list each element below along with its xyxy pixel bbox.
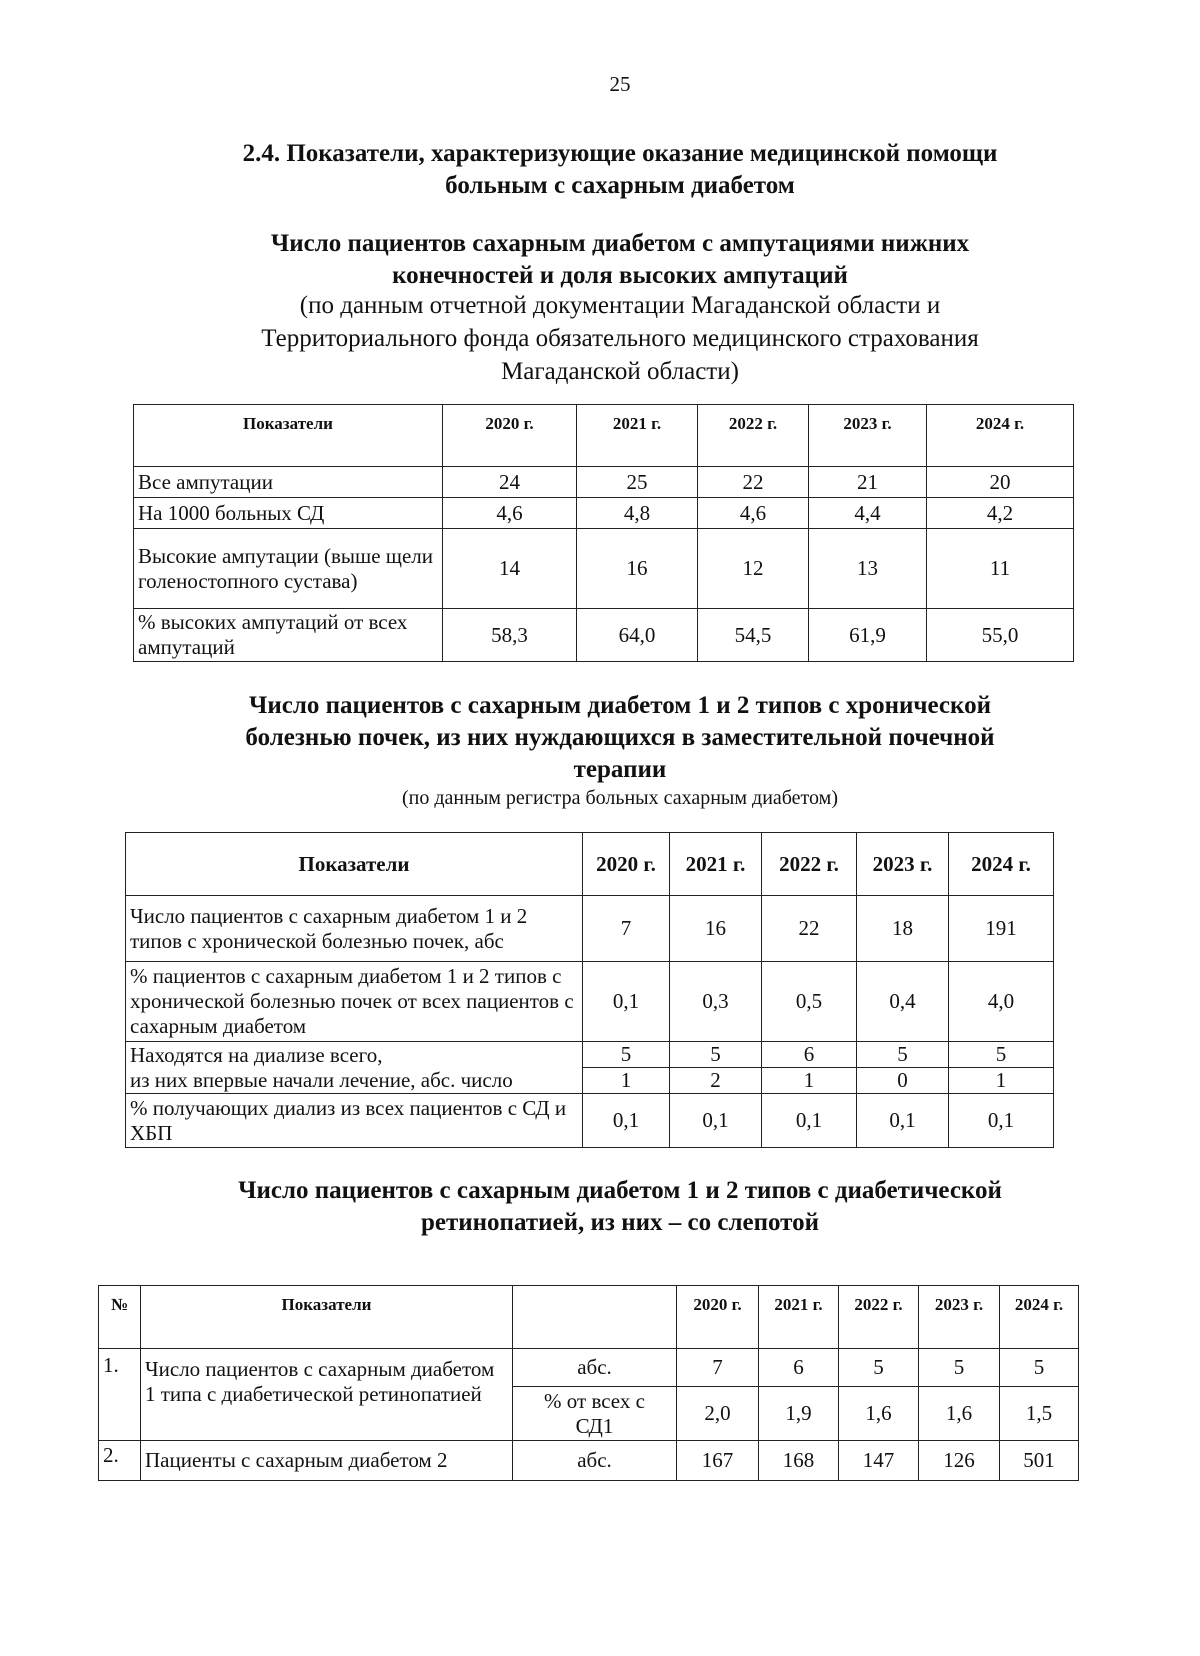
table-cell: 0,1 [762, 1094, 857, 1148]
table-cell: 1,9 [759, 1387, 839, 1441]
table-cell: 168 [759, 1441, 839, 1481]
table-cell: 7 [583, 896, 670, 962]
table-cell: 61,9 [809, 609, 927, 662]
table2-title [150, 690, 1090, 786]
table1-title-line: конечностей и доля высоких ампутаций [392, 262, 848, 289]
table-cell: 58,3 [443, 609, 577, 662]
table-cell: 147 [839, 1441, 919, 1481]
row-label: % пациентов с сахарным диабетом 1 и 2 типов с хронической болезнью почек от всех пациентов с сахарным диабетом [126, 962, 583, 1042]
table-row [134, 529, 1074, 609]
row-label: % получающих диализ из всех пациентов с СД и ХБП [126, 1094, 583, 1148]
table-cell: 20 [927, 467, 1074, 498]
column-header: 2024 г. [927, 405, 1074, 467]
column-header: 2024 г. [949, 833, 1054, 896]
table-cell: 54,5 [698, 609, 809, 662]
table1-source-line: (по данным отчетной документации Магаданской области и [299, 292, 941, 319]
table-cell: 24 [443, 467, 577, 498]
section-title-line: больным с сахарным диабетом [445, 172, 795, 199]
column-header: 2022 г. [698, 405, 809, 467]
column-header: № [99, 1286, 141, 1349]
table-row [134, 609, 1074, 662]
table-cell: 0,1 [583, 962, 670, 1042]
table1-title-line: Число пациентов сахарным диабетом с ампутациями нижних [270, 230, 970, 257]
table-cell: 4,4 [809, 498, 927, 529]
table2-source: (по данным регистра больных сахарным диабетом) [402, 787, 838, 809]
table-cell: 14 [443, 529, 577, 609]
kidney-disease-table [125, 832, 1054, 1148]
column-header: Показатели [141, 1286, 513, 1349]
table-cell: 22 [698, 467, 809, 498]
table-cell: 18 [857, 896, 949, 962]
table-cell: 22 [762, 896, 857, 962]
table-cell: 6 [759, 1349, 839, 1387]
table-cell: 0,4 [857, 962, 949, 1042]
row-label-line: из них впервые начали лечение, абс. число [130, 1067, 513, 1092]
column-header: 2020 г. [583, 833, 670, 896]
table2-title-line: Число пациентов с сахарным диабетом 1 и 2 типов с хронической [248, 692, 992, 719]
table-cell: 0,5 [762, 962, 857, 1042]
table-cell: 0,1 [857, 1094, 949, 1148]
table-cell: 0,1 [583, 1094, 670, 1148]
table-header-row [134, 405, 1074, 467]
row-label: Все ампутации [134, 467, 443, 498]
table-row [134, 498, 1074, 529]
table-row [126, 1094, 1054, 1148]
row-label: На 1000 больных СД [134, 498, 443, 529]
table-cell: 5 [949, 1042, 1054, 1068]
amputations-table [133, 404, 1074, 662]
table-cell: 21 [809, 467, 927, 498]
table-cell: 167 [677, 1441, 759, 1481]
row-label: % высоких ампутаций от всех ампутаций [134, 609, 443, 662]
table-row [134, 467, 1074, 498]
page-number: 25 [609, 72, 631, 96]
unit-cell: абс. [513, 1349, 677, 1387]
unit-cell: абс. [513, 1441, 677, 1481]
table2-title-line: болезнью почек, из них нуждающихся в заместительной почечной [245, 724, 995, 751]
column-header: 2020 г. [443, 405, 577, 467]
table-cell: 1,5 [1000, 1387, 1079, 1441]
table-cell: 5 [670, 1042, 762, 1068]
table-cell: 5 [1000, 1349, 1079, 1387]
table-cell: 501 [1000, 1441, 1079, 1481]
table-cell: 2 [670, 1068, 762, 1094]
table-cell: 55,0 [927, 609, 1074, 662]
row-number: 2. [99, 1441, 141, 1481]
table-cell: 5 [919, 1349, 1000, 1387]
table-cell: 4,8 [577, 498, 698, 529]
table1-source-line: Магаданской области) [501, 358, 739, 385]
table-row [99, 1349, 1079, 1387]
table-cell: 12 [698, 529, 809, 609]
row-number: 1. [99, 1349, 141, 1441]
row-label: Высокие ампутации (выше щели голеностопного сустава) [134, 529, 443, 609]
table-cell: 4,6 [443, 498, 577, 529]
table-cell: 5 [839, 1349, 919, 1387]
column-header: 2023 г. [809, 405, 927, 467]
table-cell: 25 [577, 467, 698, 498]
table-cell: 4,0 [949, 962, 1054, 1042]
column-header: 2023 г. [919, 1286, 1000, 1349]
column-header: 2023 г. [857, 833, 949, 896]
section-title [150, 138, 1090, 202]
column-header: 2021 г. [577, 405, 698, 467]
column-header: 2021 г. [759, 1286, 839, 1349]
table1-source-line: Территориального фонда обязательного медицинского страхования [261, 325, 979, 352]
table-cell: 11 [927, 529, 1074, 609]
table-cell: 5 [583, 1042, 670, 1068]
table-cell: 191 [949, 896, 1054, 962]
row-label-line: Находятся на диализе всего, [130, 1042, 383, 1067]
table-cell: 126 [919, 1441, 1000, 1481]
column-header: 2024 г. [1000, 1286, 1079, 1349]
table-cell: 4,6 [698, 498, 809, 529]
table-cell: 16 [670, 896, 762, 962]
retinopathy-table [98, 1285, 1079, 1481]
table-cell: 16 [577, 529, 698, 609]
table-header-row [99, 1286, 1079, 1349]
column-header: 2021 г. [670, 833, 762, 896]
row-label: Пациенты с сахарным диабетом 2 [141, 1441, 513, 1481]
table-cell: 4,2 [927, 498, 1074, 529]
table-row [126, 962, 1054, 1042]
table-cell: 0,3 [670, 962, 762, 1042]
table1-source [150, 289, 1090, 388]
table-cell: 1,6 [919, 1387, 1000, 1441]
table-row [126, 896, 1054, 962]
table-cell: 1 [583, 1068, 670, 1094]
table-cell: 1 [949, 1068, 1054, 1094]
table-header-row [126, 833, 1054, 896]
table-cell: 0,1 [949, 1094, 1054, 1148]
table1-title [150, 228, 1090, 292]
table-cell: 0,1 [670, 1094, 762, 1148]
row-label: Число пациентов с сахарным диабетом 1 и 2 типов с хронической болезнью почек, абс [126, 896, 583, 962]
column-header: 2020 г. [677, 1286, 759, 1349]
table-cell: 0 [857, 1068, 949, 1094]
column-header: 2022 г. [762, 833, 857, 896]
table-row [126, 1042, 1054, 1068]
table-cell: 2,0 [677, 1387, 759, 1441]
table2-title-line: терапии [573, 756, 667, 783]
column-header [513, 1286, 677, 1349]
row-label [126, 1042, 583, 1094]
section-title-line: 2.4. Показатели, характеризующие оказание медицинской помощи [242, 140, 998, 167]
table-row [99, 1441, 1079, 1481]
row-label: Число пациентов с сахарным диабетом 1 типа с диабетической ретинопатией [141, 1349, 513, 1441]
table-cell: 13 [809, 529, 927, 609]
table-cell: 1 [762, 1068, 857, 1094]
table-cell: 64,0 [577, 609, 698, 662]
table3-title-line: Число пациентов с сахарным диабетом 1 и 2 типов с диабетической [238, 1177, 1002, 1204]
table-cell: 6 [762, 1042, 857, 1068]
unit-cell: % от всех с СД1 [513, 1387, 677, 1441]
table-cell: 5 [857, 1042, 949, 1068]
column-header: Показатели [126, 833, 583, 896]
table-cell: 7 [677, 1349, 759, 1387]
table3-title-line: ретинопатией, из них – со слепотой [420, 1209, 820, 1236]
column-header: Показатели [134, 405, 443, 467]
table-cell: 1,6 [839, 1387, 919, 1441]
table3-title [150, 1175, 1090, 1239]
column-header: 2022 г. [839, 1286, 919, 1349]
